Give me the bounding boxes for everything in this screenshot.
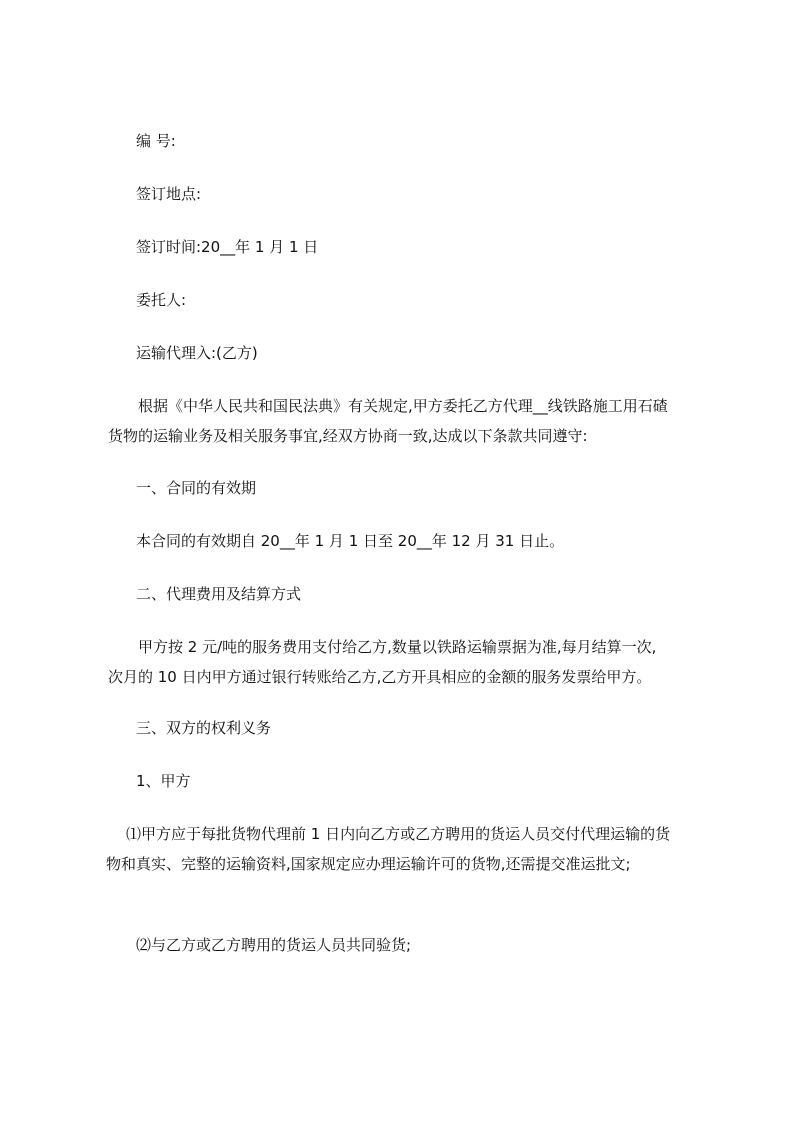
section3-item1-paragraph: ⑴甲方应于每批货物代理前 1 日内向乙方或乙方聘用的货运人员交付代理运输的货物和真实、完整的运输资料,国家规定应办理运输许可的货物,还需提交准运批文; xyxy=(106,825,671,873)
section1-text: 本合同的有效期自 20__年 1 月 1 日至 20__年 12 月 31 日止。 xyxy=(136,532,565,550)
section3-subheading-party-a: 1、甲方 xyxy=(136,772,191,790)
section3-heading: 三、双方的权利义务 xyxy=(136,719,272,737)
sign-place-label: 签订地点: xyxy=(136,185,202,203)
agent-label: 运输代理入:(乙方) xyxy=(136,344,258,362)
section2-paragraph: 甲方按 2 元/吨的服务费用支付给乙方,数量以铁路运输票据为准,每月结算一次,次月的 10 日内甲方通过银行转账给乙方,乙方开具相应的金额的服务发票给甲方。 xyxy=(108,638,657,686)
client-label: 委托人: xyxy=(136,291,187,309)
section2-heading: 二、代理费用及结算方式 xyxy=(136,585,302,603)
contract-number-label: 编 号: xyxy=(136,132,176,150)
sign-time-label: 签订时间:20__年 1 月 1 日 xyxy=(136,238,319,256)
section1-heading: 一、合同的有效期 xyxy=(136,479,257,497)
intro-paragraph: 根据《中华人民共和国民法典》有关规定,甲方委托乙方代理__线铁路施工用石碴货物的运输业务及相关服务事宜,经双方协商一致,达成以下条款共同遵守: xyxy=(108,397,668,445)
section3-item2: ⑵与乙方或乙方聘用的货运人员共同验货; xyxy=(136,936,412,954)
